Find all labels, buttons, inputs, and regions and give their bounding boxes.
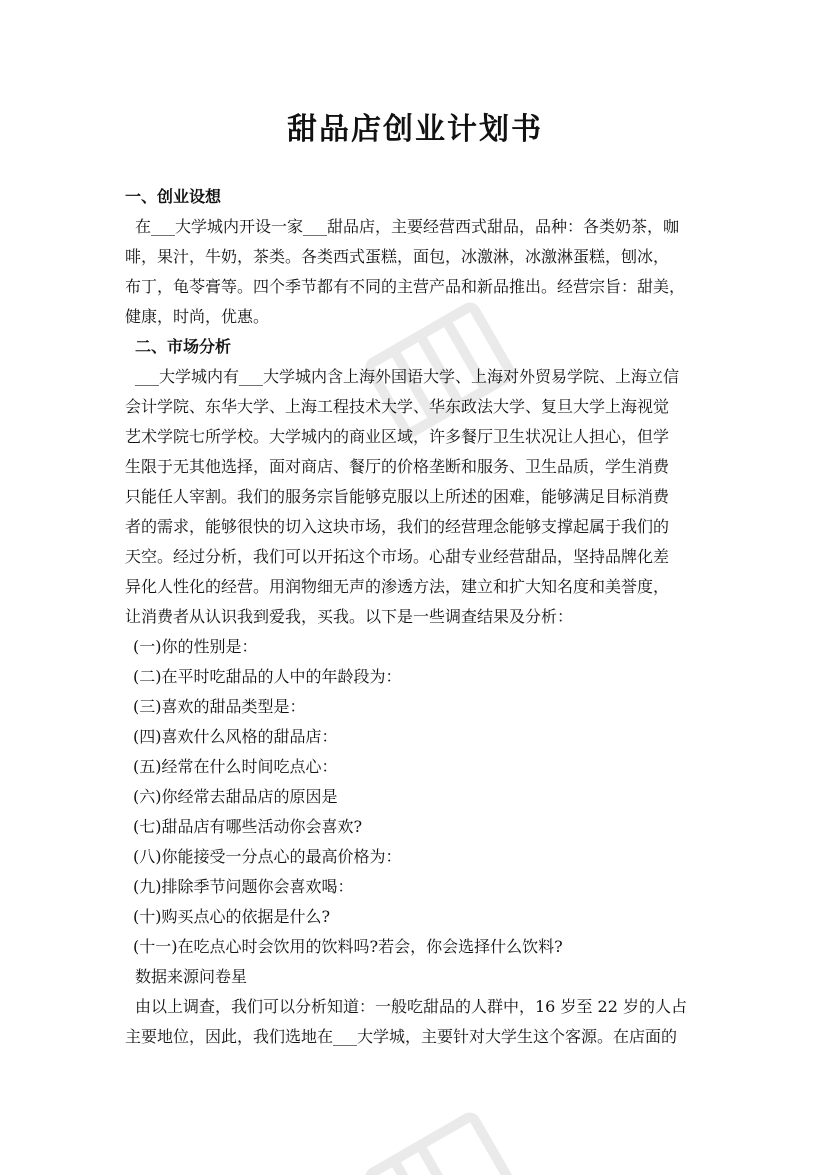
data-source-note: 数据来源问卷星 <box>135 967 248 986</box>
paragraph-line: 只能任人宰割。我们的服务宗旨能够克服以上所述的困难，能够满足目标消费 <box>125 487 670 506</box>
paragraph-line: 会计学院、东华大学、上海工程技术大学、华东政法大学、复旦大学上海视觉 <box>125 397 670 416</box>
survey-question: (二)在平时吃甜品的人中的年龄段为： <box>133 667 402 686</box>
paragraph-line: 主要地位，因此，我们选地在___大学城，主要针对大学生这个客源。在店面的 <box>125 1027 678 1046</box>
survey-question: (八)你能接受一分点心的最高价格为： <box>133 847 402 866</box>
paragraph-line: 啡，果汁，牛奶，茶类。各类西式蛋糕，面包，冰激淋，冰激淋蛋糕，刨冰， <box>125 247 670 266</box>
paragraph-line: 在___大学城内开设一家___甜品店，主要经营西式甜品，品种：各类奶茶，咖 <box>135 217 680 236</box>
document-title: 甜品店创业计划书 <box>287 112 543 147</box>
survey-question: (六)你经常去甜品店的原因是 <box>133 787 338 806</box>
survey-question: (十)购买点心的依据是什么? <box>133 907 331 926</box>
section-heading-idea: 一、创业设想 <box>125 187 222 206</box>
paragraph-line: 布丁，龟苓膏等。四个季节都有不同的主营产品和新品推出。经营宗旨：甜美， <box>125 277 686 296</box>
paragraph-line: 艺术学院七所学校。大学城内的商业区域，许多餐厅卫生状况让人担心，但学 <box>125 427 670 446</box>
survey-question: (十一)在吃点心时会饮用的饮料吗?若会，你会选择什么饮料? <box>133 937 563 956</box>
paragraph-line: ___大学城内有___大学城内含上海外国语大学、上海对外贸易学院、上海立信 <box>135 367 680 386</box>
survey-question: (四)喜欢什么风格的甜品店： <box>133 727 338 746</box>
paragraph-line: 让消费者从认识我到爱我，买我。以下是一些调查结果及分析： <box>125 607 574 626</box>
survey-question: (五)经常在什么时间吃点心： <box>133 757 338 776</box>
paragraph-line: 由以上调查，我们可以分析知道：一般吃甜品的人群中，16 岁至 22 岁的人占 <box>135 997 687 1016</box>
paragraph-line: 天空。经过分析，我们可以开拓这个市场。心甜专业经营甜品，坚持品牌化差 <box>125 547 670 566</box>
paragraph-line: 异化人性化的经营。用润物细无声的渗透方法，建立和扩大知名度和美誉度， <box>125 577 670 596</box>
section-heading-market: 二、市场分析 <box>135 337 232 356</box>
document-body <box>125 182 710 1052</box>
paragraph-line: 者的需求，能够很快的切入这块市场，我们的经营理念能够支撑起属于我们的 <box>125 517 670 536</box>
survey-question: (三)喜欢的甜品类型是： <box>133 697 306 716</box>
paragraph-line: 生限于无其他选择，面对商店、餐厅的价格垄断和服务、卫生品质，学生消费 <box>125 457 670 476</box>
watermark-logo-icon <box>360 1110 520 1175</box>
survey-question: (七)甜品店有哪些活动你会喜欢? <box>133 817 363 836</box>
paragraph-line: 健康，时尚，优惠。 <box>125 307 270 326</box>
survey-question: (九)排除季节问题你会喜欢喝： <box>133 877 354 896</box>
survey-question: (一)你的性别是： <box>133 637 258 656</box>
